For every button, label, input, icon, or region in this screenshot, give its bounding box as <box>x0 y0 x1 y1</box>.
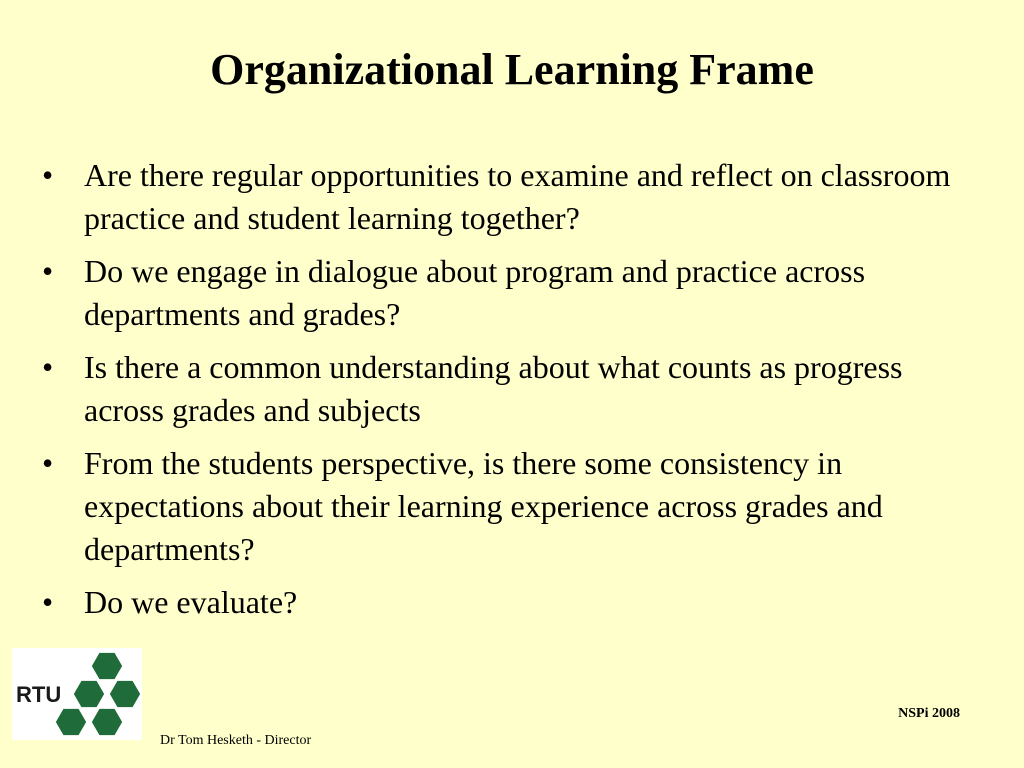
bullet-item <box>40 346 980 432</box>
rtu-logo <box>12 648 142 740</box>
bullet-text: Is there a common understanding about what counts as progress across grades and subjects <box>84 349 903 428</box>
logo-hex <box>91 708 123 736</box>
bullet-text: Are there regular opportunities to examine and reflect on classroom practice and student learning together? <box>84 157 951 236</box>
bullet-icon: • <box>42 445 54 481</box>
logo-hex <box>55 708 87 736</box>
slide-title: Organizational Learning Frame <box>210 45 814 94</box>
logo-hex <box>91 652 123 680</box>
footer-event: NSPi 2008 <box>898 706 960 721</box>
bullet-icon: • <box>42 349 54 385</box>
logo-text: RTU <box>16 682 62 707</box>
bullet-item <box>40 581 980 624</box>
bullet-item <box>40 154 980 240</box>
bullet-item <box>40 442 980 571</box>
footer-author: Dr Tom Hesketh - Director <box>160 733 312 748</box>
rtu-logo-icon <box>12 648 142 740</box>
bullet-item <box>40 250 980 336</box>
logo-hex <box>109 680 141 708</box>
bullet-text: From the students perspective, is there some consistency in expectations about their learning experience across grades and departments? <box>84 445 883 567</box>
bullet-icon: • <box>42 253 54 289</box>
bullet-text: Do we engage in dialogue about program and practice across departments and grades? <box>84 253 866 332</box>
logo-hex <box>73 680 105 708</box>
hex-cluster <box>55 652 141 736</box>
bullet-text: Do we evaluate? <box>84 584 298 620</box>
bullet-icon: • <box>42 584 54 620</box>
bullet-list <box>40 154 980 634</box>
bullet-icon: • <box>42 157 54 193</box>
